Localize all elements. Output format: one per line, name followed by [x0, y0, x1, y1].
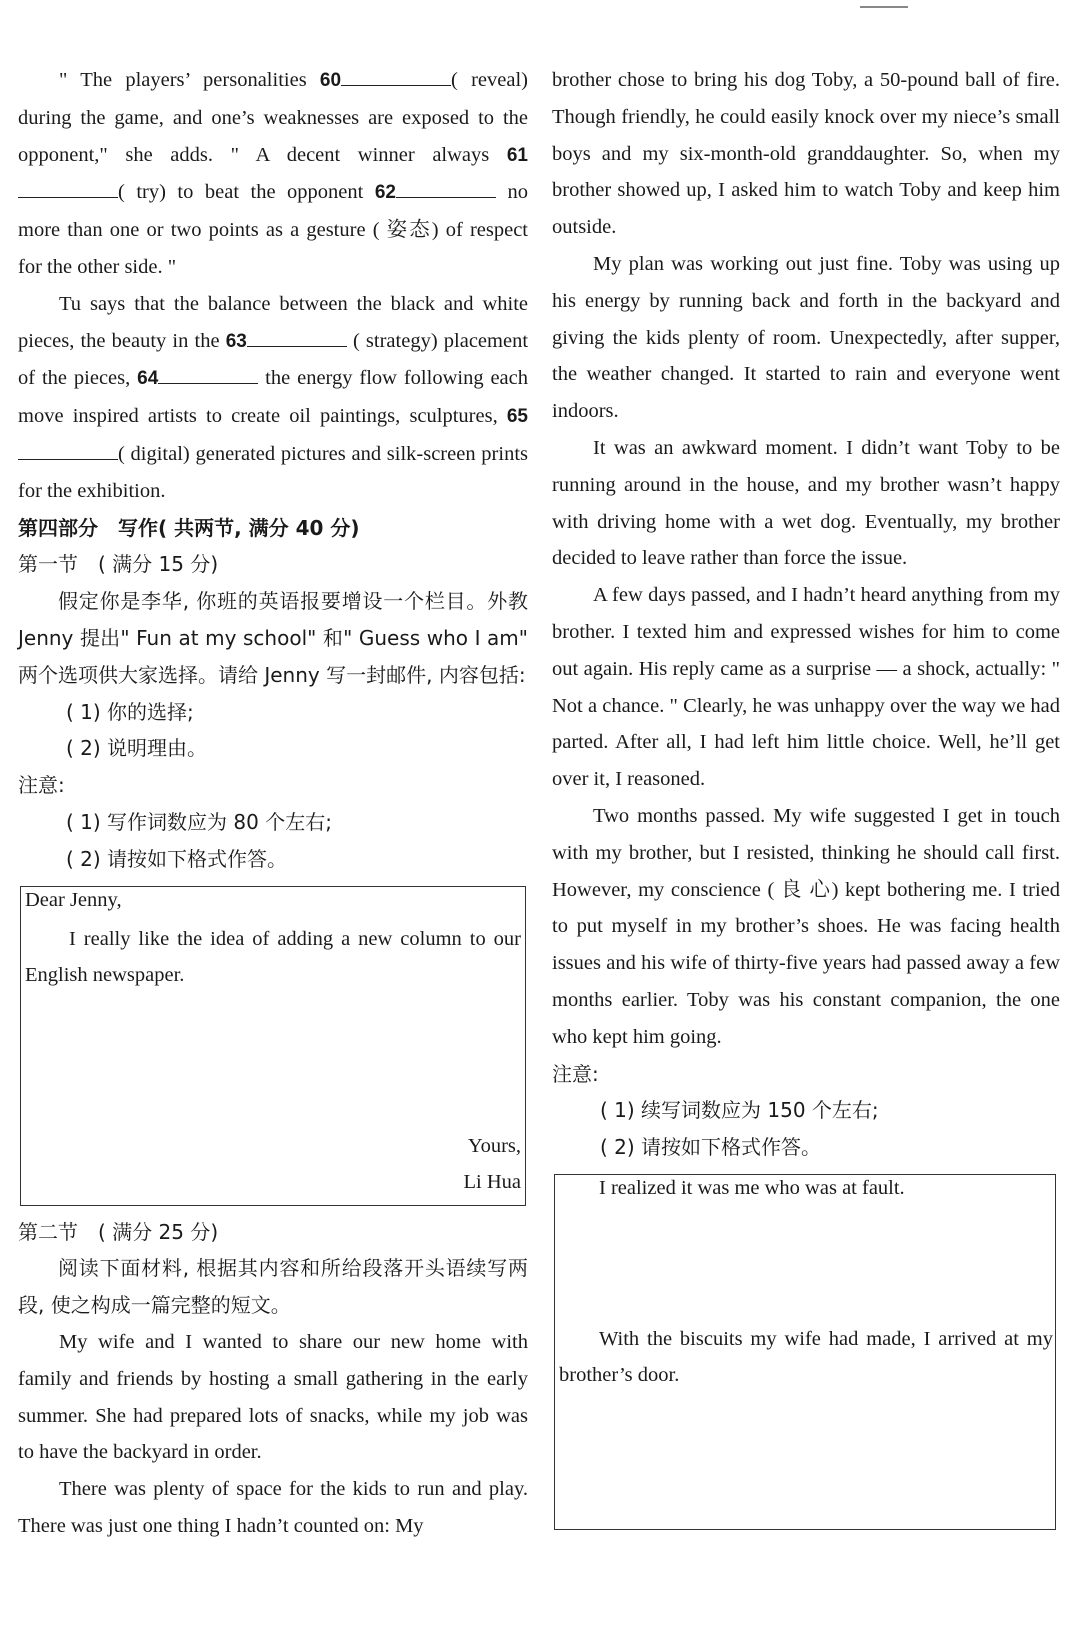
letter-closing: Yours, — [467, 1134, 521, 1157]
blank-number-60: 60 — [319, 70, 342, 91]
blank-number-63: 63 — [225, 330, 247, 352]
note2-label: 注意: — [552, 1061, 599, 1086]
blank-number-61: 61 — [506, 144, 528, 166]
answer-blank-62[interactable] — [396, 175, 496, 198]
right-column — [552, 62, 1060, 1530]
continuation-start-2: With the biscuits my wife had made, I arrived at my brother’s door. — [559, 1327, 1053, 1386]
story-paragraph-7: Two months passed. My wife suggested I get in touch with my brother, but I resisted, thinking he should call first. However, my conscience ( 良 心) kept bothering me. I tried to put myself in my brother’s shoes. He was facing health issues and his wife of thirty-five years had passed away a few months earlier. Toby was his constant companion, the one who kept him going. — [552, 804, 1060, 1048]
task1-item-1: ( 1) 你的选择; — [66, 699, 194, 724]
note1-label: 注意: — [18, 773, 65, 798]
note2-item-2: ( 2) 请按如下格式作答。 — [600, 1135, 822, 1160]
section2-title: 第二节 ( 满分 25 分) — [18, 1219, 219, 1244]
answer-blank-64[interactable] — [158, 361, 258, 384]
story-paragraph-1: My wife and I wanted to share our new home with family and friends by hosting a small gathering in the early summer. She had prepared lots of snacks, while my job was to have the backyard in order. — [18, 1330, 528, 1464]
section1-title: 第一节 ( 满分 15 分) — [18, 552, 219, 577]
letter-signature: Li Hua — [463, 1170, 521, 1193]
note1-item-1: ( 1) 写作词数应为 80 个左右; — [66, 809, 332, 834]
part4-title: 第四部分 写作( 共两节, 满分 40 分) — [18, 515, 360, 540]
left-column — [18, 62, 528, 1545]
task2-instructions: 阅读下面材料, 根据其内容和所给段落开头语续写两段, 使之构成一篇完整的短文。 — [18, 1256, 528, 1318]
story-paragraph-2: There was plenty of space for the kids to run and play. There was just one thing I hadn’t counted on: My — [18, 1478, 528, 1537]
task1-item-2: ( 2) 说明理由。 — [66, 736, 208, 761]
passage-paragraph-quote: " The players’ personalities 60 ( reveal) during the game, and one’s weaknesses are exposed to the opponent," she adds. " A decent winner always 61( try) to beat the opponent 62 no more than one or two points as a gesture ( 姿态) of respect for the other side. " — [18, 62, 528, 286]
letter-salutation: Dear Jenny, — [25, 888, 122, 911]
blank-number-62: 62 — [374, 182, 396, 204]
story-paragraph-4: My plan was working out just fine. Toby was using up his energy by running back and forth in the backyard and giving the kids plenty of room. Unexpectedly, after supper, the weather changed. It started to rain and everyone went indoors. — [552, 252, 1060, 423]
story-paragraph-3: brother chose to bring his dog Toby, a 50-pound ball of fire. Though friendly, he could easily knock over my niece’s small boys and my six-month-old granddaughter. So, when my brother showed up, I asked him to watch Toby and keep him outside. — [552, 69, 1060, 239]
story-paragraph-6: A few days passed, and I hadn’t heard anything from my brother. I texted him and expressed wishes for him to come out again. His reply came as a surprise — a shock, actually: " Not a chance. " Clearly, he was unhappy over the way we had parted. After all, I had left him little choice. Well, he’ll get over it, I reasoned. — [552, 584, 1060, 791]
story-paragraph-5: It was an awkward moment. I didn’t want Toby to be running around in the house, and my brother wasn’t happy with driving home with a wet dog. Eventually, my brother decided to leave rather than force the issue. — [552, 436, 1060, 570]
letter-opening: I really like the idea of adding a new column to our English newspaper. — [25, 927, 521, 986]
continuation-answer-box[interactable] — [554, 1174, 1056, 1530]
task1-instructions: 假定你是李华, 你班的英语报要增设一个栏目。外教 Jenny 提出" Fun at my school" 和" Guess who I am" 两个选项供大家选择。请给 Jenny 写一封邮件, 内容包括: — [18, 589, 528, 687]
answer-blank-60[interactable] — [341, 63, 451, 86]
note1-item-2: ( 2) 请按如下格式作答。 — [66, 846, 288, 871]
answer-blank-65[interactable] — [18, 437, 118, 460]
continuation-start-1: I realized it was me who was at fault. — [599, 1176, 905, 1199]
answer-blank-61[interactable] — [18, 175, 118, 198]
top-edge-mark — [860, 6, 908, 8]
letter-answer-box[interactable] — [20, 886, 526, 1206]
blank-number-64: 64 — [137, 368, 159, 390]
passage-paragraph-tu: Tu says that the balance between the black and white pieces, the beauty in the 63 ( strategy) placement of the pieces, 64 the energy flow following each move inspired artists to create oil paintings, sculptures, 65( digital) generated pictures and silk-screen prints for the exhibition. — [18, 292, 529, 502]
note2-item-1: ( 1) 续写词数应为 150 个左右; — [600, 1098, 879, 1123]
answer-blank-63[interactable] — [247, 324, 347, 347]
blank-number-65: 65 — [506, 406, 528, 428]
